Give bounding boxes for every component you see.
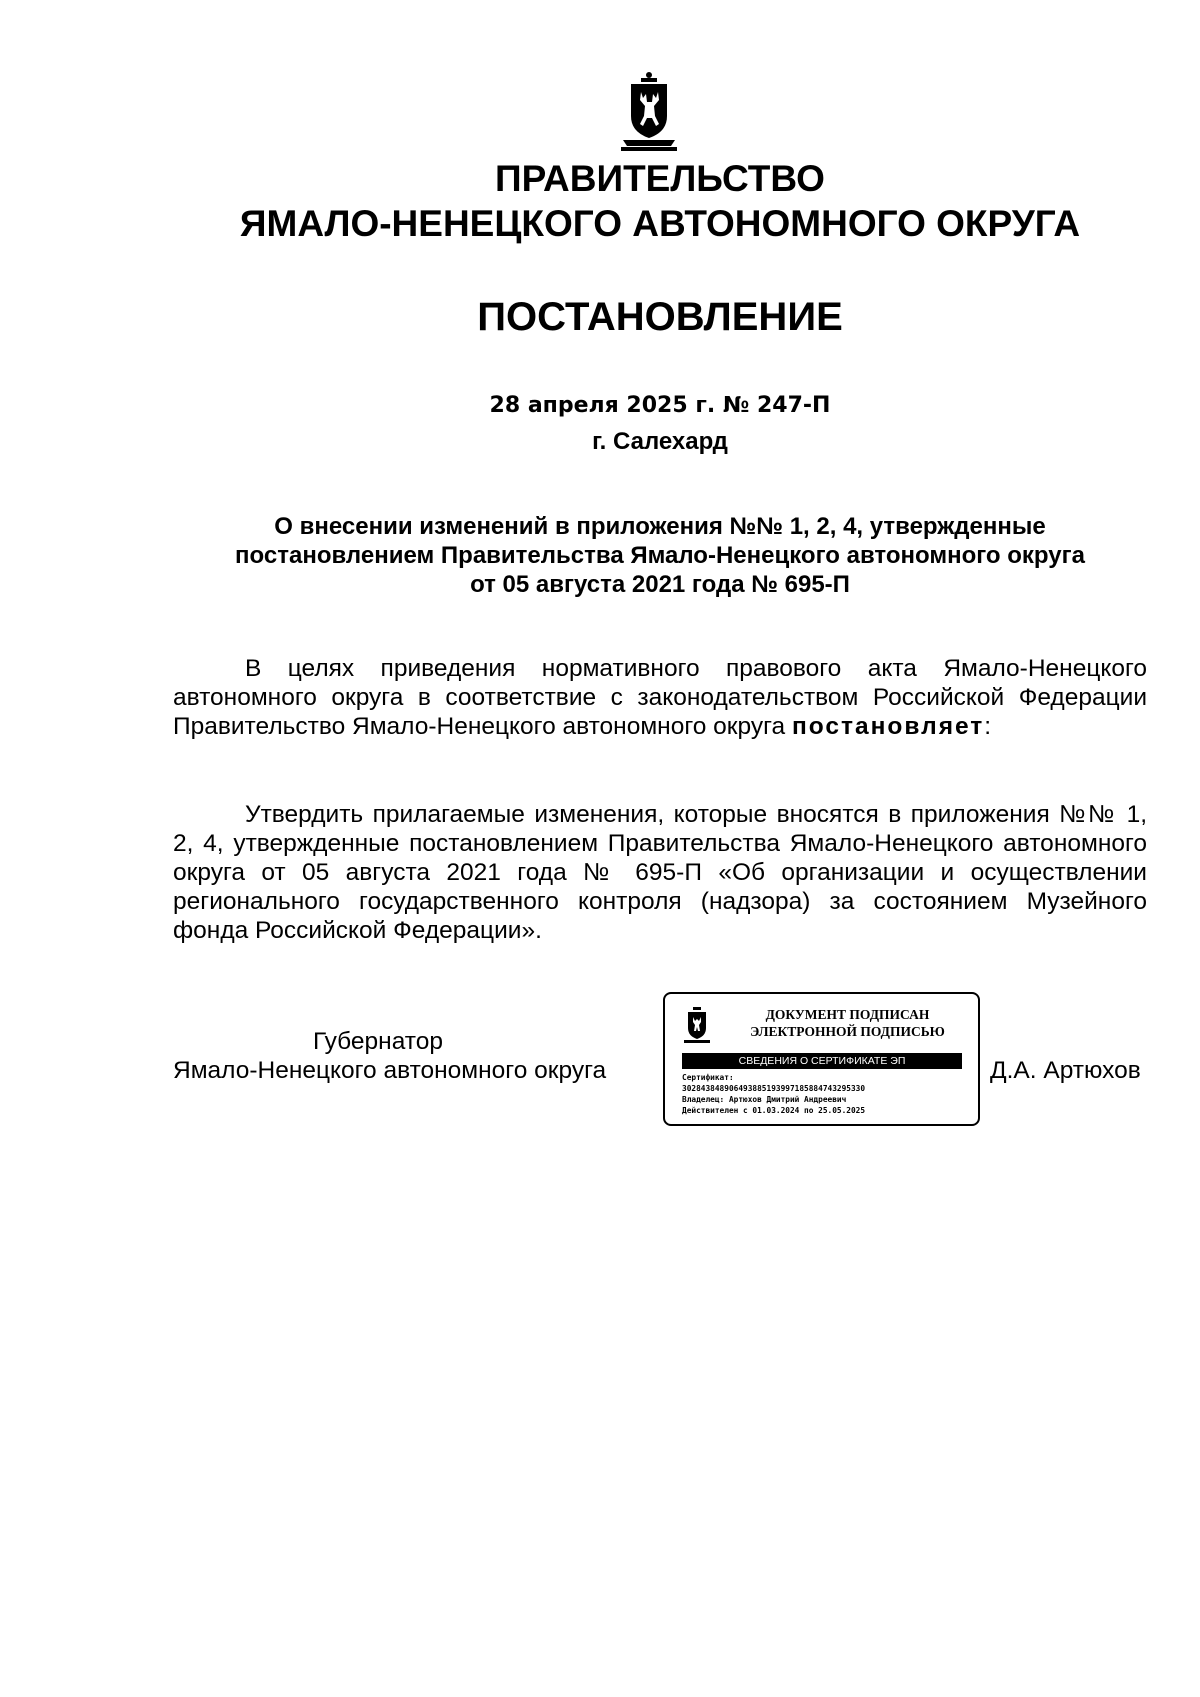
subject-line3: от 05 августа 2021 года № 695-П xyxy=(470,571,850,598)
document-type-title: ПОСТАНОВЛЕНИЕ xyxy=(477,295,843,339)
resolves-keyword: постановляет xyxy=(791,713,985,740)
coat-of-arms-emblem xyxy=(619,70,679,152)
signatory-name: Д.А. Артюхов xyxy=(990,1057,1141,1084)
position-line1: Губернатор xyxy=(313,1028,443,1055)
decree-subject xyxy=(170,512,1150,599)
certificate-owner: Владелец: Артюхов Дмитрий Андреевич xyxy=(682,1095,847,1104)
stamp-title-line2: ЭЛЕКТРОННОЙ ПОДПИСЬЮ xyxy=(750,1024,945,1039)
certificate-info-bar: СВЕДЕНИЯ О СЕРТИФИКАТЕ ЭП xyxy=(682,1053,962,1069)
government-title-line2: ЯМАЛО-НЕНЕЦКОГО АВТОНОМНОГО ОКРУГА xyxy=(239,203,1081,244)
preamble-text: В целях приведения нормативного правового акта Ямало-Ненецкого автономного округа в соответствие с законодательством Российской Федерации Правительство Ямало-Ненецкого автономного округа xyxy=(173,655,1147,740)
stamp-emblem-icon xyxy=(682,1006,712,1044)
certificate-validity: Действителен с 01.03.2024 по 25.05.2025 xyxy=(682,1106,866,1115)
preamble-paragraph xyxy=(173,654,1147,741)
city: г. Салехард xyxy=(592,428,728,455)
electronic-signature-stamp xyxy=(663,992,980,1126)
certificate-number: 302843848906493885193997185884743295330 xyxy=(682,1084,866,1093)
subject-line1: О внесении изменений в приложения №№ 1, 2, 4, утвержденные xyxy=(274,513,1046,540)
position-line2: Ямало-Ненецкого автономного округа xyxy=(173,1057,607,1084)
subject-line2: постановлением Правительства Ямало-Ненецкого автономного округа xyxy=(235,542,1085,569)
certificate-label: Сертификат: xyxy=(682,1073,734,1082)
preamble-colon: : xyxy=(984,713,992,740)
certificate-details xyxy=(682,1072,972,1116)
resolution-paragraph: Утвердить прилагаемые изменения, которые вносятся в приложения №№ 1, 2, 4, утвержденные постановлением Правительства Ямало-Ненецкого автономного округа от 05 августа 2021 года № 695-П «Об организации и осуществлении регионального государственного контроля (надзора) за состоянием Музейного фонда Российской Федерации». xyxy=(173,801,1147,944)
stamp-title-line1: ДОКУМЕНТ ПОДПИСАН xyxy=(765,1007,930,1022)
date-and-number: 28 апреля 2025 г. № 247-П xyxy=(489,393,831,418)
signatory-position xyxy=(173,1027,643,1085)
government-title-line1: ПРАВИТЕЛЬСТВО xyxy=(495,158,825,199)
stamp-title xyxy=(725,1006,970,1040)
